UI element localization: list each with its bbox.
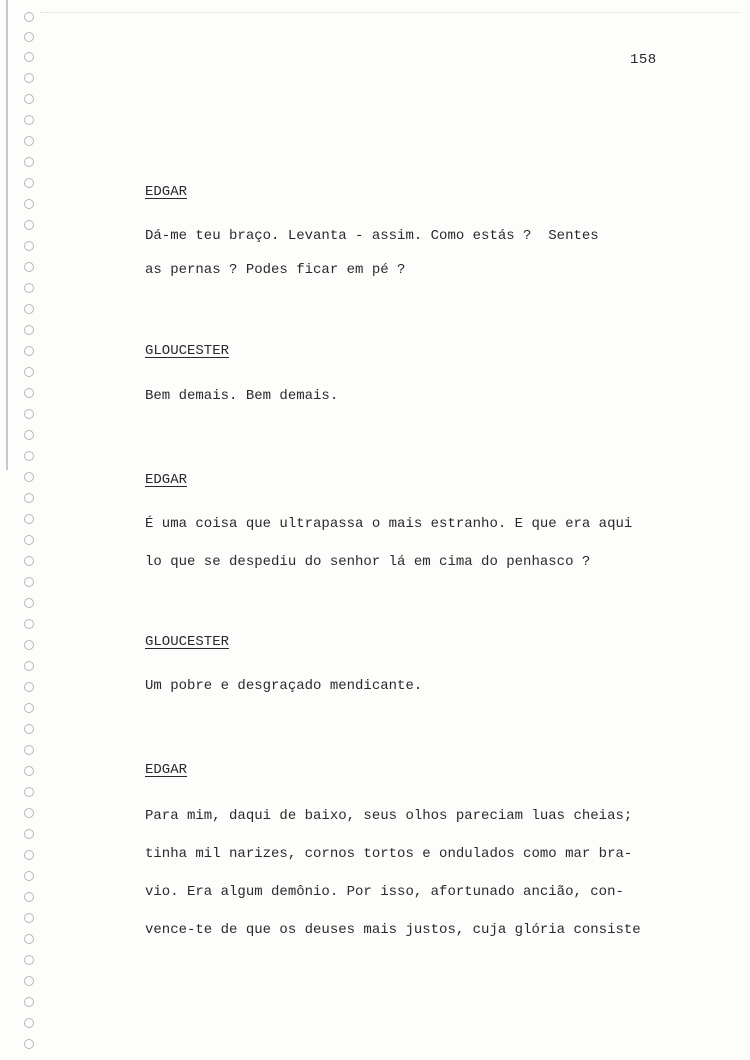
- dialogue-line: as pernas ? Podes ficar em pé ?: [145, 262, 406, 278]
- binding-strip: [0, 0, 40, 1060]
- binding-hole: [24, 241, 34, 251]
- binding-edge: [6, 0, 8, 470]
- binding-hole: [24, 934, 34, 944]
- binding-hole: [24, 955, 34, 965]
- dialogue-block: [145, 343, 715, 359]
- binding-hole: [24, 52, 34, 62]
- dialogue-line: Bem demais. Bem demais.: [145, 388, 339, 404]
- dialogue-text: [145, 386, 715, 406]
- binding-hole: [24, 346, 34, 356]
- page-top-edge: [40, 12, 740, 13]
- binding-hole: [24, 367, 34, 377]
- dialogue-block: [145, 184, 715, 200]
- dialogue-line: tinha mil narizes, cornos tortos e ondulados como mar bra-: [145, 846, 633, 862]
- binding-hole: [24, 556, 34, 566]
- binding-hole: [24, 262, 34, 272]
- binding-hole: [24, 682, 34, 692]
- speaker-name: EDGAR: [145, 762, 188, 778]
- dialogue-line: lo que se despediu do senhor lá em cima do penhasco ?: [145, 554, 591, 570]
- binding-hole: [24, 1018, 34, 1028]
- page-number: 158: [630, 52, 657, 68]
- dialogue-line: vence-te de que os deuses mais justos, cuja glória consiste: [145, 922, 641, 938]
- binding-hole: [24, 220, 34, 230]
- binding-hole: [24, 304, 34, 314]
- binding-hole: [24, 409, 34, 419]
- dialogue-text: [145, 844, 715, 864]
- dialogue-text: [145, 806, 715, 826]
- binding-hole: [24, 136, 34, 146]
- binding-hole: [24, 115, 34, 125]
- dialogue-line: É uma coisa que ultrapassa o mais estranho. E que era aqui: [145, 516, 633, 532]
- binding-hole: [24, 913, 34, 923]
- binding-hole: [24, 325, 34, 335]
- dialogue-text: [145, 882, 715, 902]
- dialogue-text: [145, 676, 715, 696]
- binding-hole: [24, 283, 34, 293]
- dialogue-text: [145, 226, 715, 246]
- binding-hole: [24, 808, 34, 818]
- binding-hole: [24, 787, 34, 797]
- binding-hole: [24, 388, 34, 398]
- binding-hole: [24, 997, 34, 1007]
- binding-hole: [24, 661, 34, 671]
- dialogue-line: Para mim, daqui de baixo, seus olhos pareciam luas cheias;: [145, 808, 633, 824]
- dialogue-text: [145, 514, 715, 534]
- dialogue-line: Dá-me teu braço. Levanta - assim. Como estás ? Sentes: [145, 228, 599, 244]
- speaker-name: GLOUCESTER: [145, 343, 230, 359]
- binding-hole: [24, 619, 34, 629]
- binding-hole: [24, 871, 34, 881]
- binding-hole: [24, 1039, 34, 1049]
- binding-hole: [24, 493, 34, 503]
- binding-hole: [24, 178, 34, 188]
- binding-hole: [24, 514, 34, 524]
- speaker-name: EDGAR: [145, 184, 188, 200]
- binding-hole: [24, 892, 34, 902]
- binding-hole: [24, 94, 34, 104]
- dialogue-text: [145, 260, 715, 280]
- speaker-name: GLOUCESTER: [145, 634, 230, 650]
- binding-hole: [24, 766, 34, 776]
- binding-hole: [24, 430, 34, 440]
- binding-hole: [24, 535, 34, 545]
- binding-hole: [24, 703, 34, 713]
- dialogue-block: [145, 634, 715, 650]
- binding-hole: [24, 451, 34, 461]
- binding-hole: [24, 472, 34, 482]
- dialogue-text: [145, 552, 715, 572]
- binding-hole: [24, 577, 34, 587]
- dialogue-line: Um pobre e desgraçado mendicante.: [145, 678, 423, 694]
- binding-hole: [24, 73, 34, 83]
- binding-hole: [24, 850, 34, 860]
- binding-hole: [24, 157, 34, 167]
- binding-hole: [24, 745, 34, 755]
- dialogue-block: [145, 762, 715, 778]
- dialogue-text: [145, 920, 715, 940]
- dialogue-block: [145, 472, 715, 488]
- binding-hole: [24, 199, 34, 209]
- binding-hole: [24, 640, 34, 650]
- binding-hole: [24, 976, 34, 986]
- binding-hole: [24, 724, 34, 734]
- binding-hole: [24, 598, 34, 608]
- speaker-name: EDGAR: [145, 472, 188, 488]
- binding-hole: [24, 32, 34, 42]
- binding-hole: [24, 12, 34, 22]
- dialogue-line: vio. Era algum demônio. Por isso, afortunado ancião, con-: [145, 884, 624, 900]
- binding-hole: [24, 829, 34, 839]
